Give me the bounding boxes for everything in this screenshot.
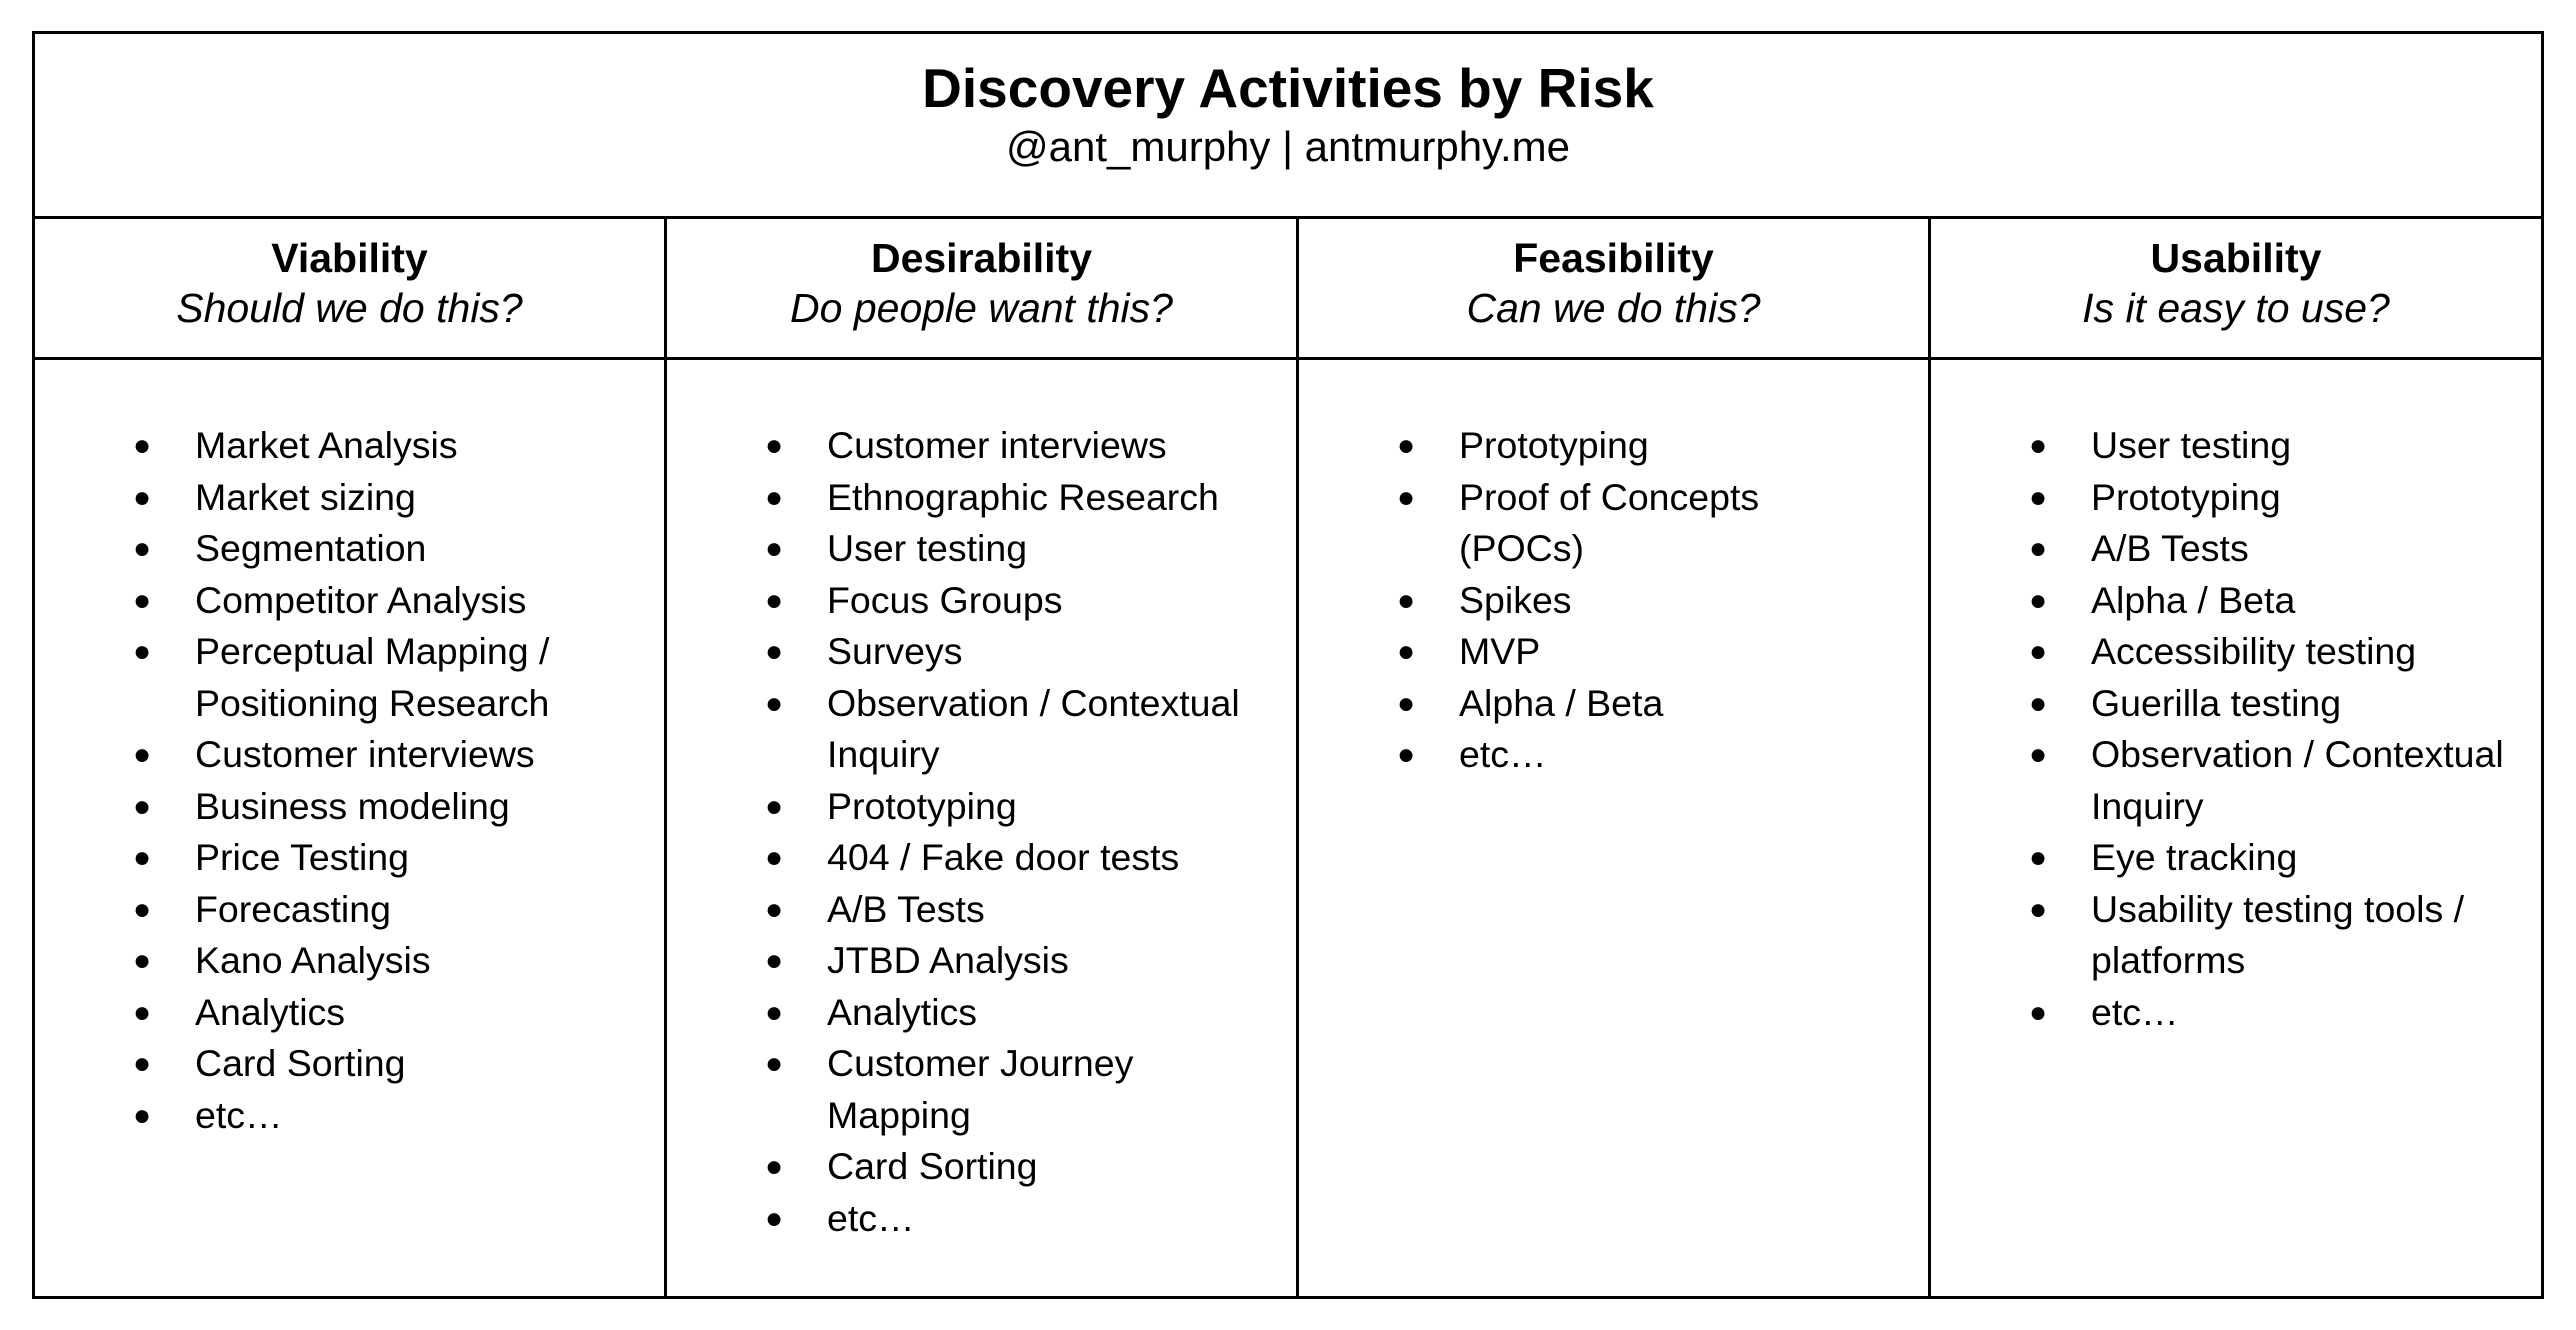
activity-list-feasibility [1391, 420, 1759, 781]
column-body-usability [1931, 360, 2541, 1296]
list-item [1391, 678, 1759, 730]
list-item [127, 832, 549, 884]
list-item-text: Segmentation [195, 527, 427, 569]
list-item-text: Perceptual Mapping / [195, 630, 550, 672]
column-title: Usability [2150, 235, 2322, 281]
list-item-text: Prototyping [2091, 475, 2281, 518]
list-item [1391, 729, 1759, 781]
list-item [1391, 626, 1759, 678]
column-title: Viability [271, 235, 428, 281]
list-item-text: Customer Journey [827, 1042, 1134, 1084]
bullet-icon: ● [132, 1047, 152, 1080]
column-header-usability [1931, 216, 2541, 357]
list-item-text: A/B Tests [827, 887, 985, 930]
list-item [759, 472, 1240, 524]
list-item [127, 472, 549, 524]
list-item-text: etc… [195, 1093, 283, 1136]
list-item-text: (POCs) [1459, 527, 1584, 569]
list-item-text: etc… [2091, 990, 2179, 1033]
list-item-text: platforms [2091, 939, 2246, 981]
bullet-icon: ● [2028, 686, 2048, 720]
list-item-text: Alpha / Beta [1459, 681, 1664, 724]
column-header-desirability [667, 216, 1296, 357]
list-item [2023, 420, 2504, 472]
bullet-icon: ● [764, 892, 784, 926]
bullet-icon: ● [764, 995, 784, 1029]
bullet-icon: ● [132, 841, 152, 874]
bullet-icon: ● [2028, 583, 2048, 617]
bullet-icon: ● [2028, 635, 2048, 668]
list-item-text: Prototyping [1459, 424, 1649, 466]
bullet-icon: ● [764, 789, 784, 823]
list-item-text: Accessibility testing [2091, 630, 2417, 672]
list-item-text: Observation / Contextual [827, 681, 1240, 724]
column-body-feasibility [1299, 360, 1928, 1296]
bullet-icon: ● [1396, 635, 1416, 668]
bullet-icon: ● [1396, 686, 1416, 720]
bullet-icon: ● [132, 1098, 152, 1132]
list-item [759, 987, 1240, 1039]
list-item [2023, 832, 2504, 884]
list-item [759, 1193, 1240, 1245]
column-question: Should we do this? [176, 285, 523, 331]
bullet-icon: ● [764, 635, 784, 668]
column-header-viability [35, 216, 664, 357]
list-item [127, 626, 549, 729]
list-item [2023, 575, 2504, 627]
list-item [2023, 523, 2504, 575]
list-item [759, 523, 1240, 575]
list-item-text: Alpha / Beta [2091, 578, 2296, 621]
list-item [759, 781, 1240, 833]
list-item-text: A/B Tests [2091, 527, 2249, 569]
list-item-text: Usability testing tools / [2091, 887, 2465, 930]
bullet-icon: ● [132, 480, 152, 514]
list-item [759, 935, 1240, 987]
list-item-text: Inquiry [2091, 784, 2204, 827]
bullet-icon: ● [132, 944, 152, 977]
list-item-text: JTBD Analysis [827, 939, 1069, 981]
list-item [2023, 472, 2504, 524]
list-item-text: Card Sorting [195, 1042, 406, 1084]
title-row [35, 34, 2541, 219]
list-item [759, 575, 1240, 627]
column-divider [664, 216, 667, 1296]
bullet-icon: ● [2028, 995, 2048, 1029]
activity-list-usability [2023, 420, 2504, 1038]
bullet-icon: ● [2028, 480, 2048, 514]
list-item [127, 729, 549, 781]
activity-list-viability [127, 420, 549, 1141]
document-title: Discovery Activities by Risk [922, 57, 1654, 119]
list-item [127, 884, 549, 936]
list-item-text: Ethnographic Research [827, 475, 1219, 518]
column-divider [1296, 216, 1299, 1296]
list-item-text: Guerilla testing [2091, 681, 2342, 724]
column-question: Can we do this? [1466, 285, 1761, 331]
list-item-text: Focus Groups [827, 578, 1063, 621]
list-item-text: Forecasting [195, 887, 391, 930]
list-item [1391, 575, 1759, 627]
column-header-row [35, 216, 2541, 360]
bullet-icon: ● [1396, 583, 1416, 617]
column-header-feasibility [1299, 216, 1928, 357]
list-item [2023, 729, 2504, 832]
list-item [759, 884, 1240, 936]
bullet-icon: ● [764, 429, 784, 462]
list-item-text: Customer interviews [827, 424, 1167, 466]
list-item [2023, 626, 2504, 678]
list-item [759, 1141, 1240, 1193]
column-title: Desirability [870, 235, 1093, 281]
bullet-icon: ● [132, 583, 152, 617]
column-question: Do people want this? [790, 285, 1173, 331]
bullet-icon: ● [132, 635, 152, 668]
list-item-text: Analytics [195, 990, 346, 1033]
list-item [127, 781, 549, 833]
list-item-text: Mapping [827, 1093, 971, 1136]
bullet-icon: ● [132, 892, 152, 926]
list-item-text: Business modeling [195, 784, 510, 827]
list-item-text: Inquiry [827, 733, 940, 775]
list-item-text: MVP [1459, 630, 1541, 672]
list-item [127, 523, 549, 575]
list-item-text: Observation / Contextual [2091, 733, 2504, 775]
list-item [2023, 678, 2504, 730]
list-item-text: Card Sorting [827, 1145, 1038, 1187]
list-item-text: Eye tracking [2091, 836, 2298, 878]
bullet-icon: ● [764, 1047, 784, 1080]
list-item-text: Kano Analysis [195, 939, 431, 981]
bullet-icon: ● [764, 1201, 784, 1235]
bullet-icon: ● [1396, 738, 1416, 771]
list-item [2023, 884, 2504, 987]
column-body-desirability [667, 360, 1296, 1296]
list-item-text: Competitor Analysis [195, 578, 527, 621]
list-item [759, 420, 1240, 472]
list-item [1391, 472, 1759, 575]
bullet-icon: ● [2028, 532, 2048, 565]
activity-list-desirability [759, 420, 1240, 1244]
list-item-text: Spikes [1459, 578, 1572, 621]
list-item [127, 987, 549, 1039]
list-item [1391, 420, 1759, 472]
list-item [2023, 987, 2504, 1039]
list-item-text: etc… [827, 1196, 915, 1239]
bullet-icon: ● [1396, 480, 1416, 514]
bullet-icon: ● [764, 480, 784, 514]
list-item-text: Customer interviews [195, 733, 535, 775]
list-item-text: Market Analysis [195, 424, 458, 466]
list-item-text: Price Testing [195, 836, 409, 878]
list-item-text: etc… [1459, 733, 1547, 775]
list-item [759, 1038, 1240, 1141]
bullet-icon: ● [764, 1150, 784, 1183]
bullet-icon: ● [2028, 841, 2048, 874]
bullet-icon: ● [764, 944, 784, 977]
bullet-icon: ● [764, 686, 784, 720]
list-item-text: Positioning Research [195, 681, 550, 724]
bullet-icon: ● [132, 532, 152, 565]
list-item-text: Surveys [827, 630, 963, 672]
list-item-text: User testing [2091, 424, 2292, 466]
bullet-icon: ● [2028, 429, 2048, 462]
list-item-text: 404 / Fake door tests [827, 836, 1180, 878]
bullet-icon: ● [132, 429, 152, 462]
list-item [127, 935, 549, 987]
document-subtitle: @ant_murphy | antmurphy.me [1005, 123, 1570, 170]
list-item [759, 678, 1240, 781]
column-question: Is it easy to use? [2082, 285, 2390, 331]
list-item-text: User testing [827, 527, 1028, 569]
bullet-icon: ● [1396, 429, 1416, 462]
column-divider [1928, 216, 1931, 1296]
list-item [127, 1090, 549, 1142]
bullet-icon: ● [2028, 892, 2048, 926]
list-item-text: Analytics [827, 990, 978, 1033]
list-item [759, 832, 1240, 884]
risk-columns-grid [35, 216, 2541, 1296]
list-item [127, 420, 549, 472]
list-item-text: Prototyping [827, 784, 1017, 827]
list-item [127, 1038, 549, 1090]
bullet-icon: ● [764, 583, 784, 617]
list-item [127, 575, 549, 627]
column-body-viability [35, 360, 664, 1296]
bullet-icon: ● [132, 789, 152, 823]
bullet-icon: ● [764, 532, 784, 565]
list-item-text: Market sizing [195, 475, 416, 518]
column-title: Feasibility [1513, 235, 1714, 281]
bullet-icon: ● [132, 995, 152, 1029]
list-item [759, 626, 1240, 678]
bullet-icon: ● [2028, 738, 2048, 771]
discovery-table [32, 31, 2544, 1299]
bullet-icon: ● [764, 841, 784, 874]
bullet-icon: ● [132, 738, 152, 771]
list-item-text: Proof of Concepts [1459, 475, 1760, 518]
